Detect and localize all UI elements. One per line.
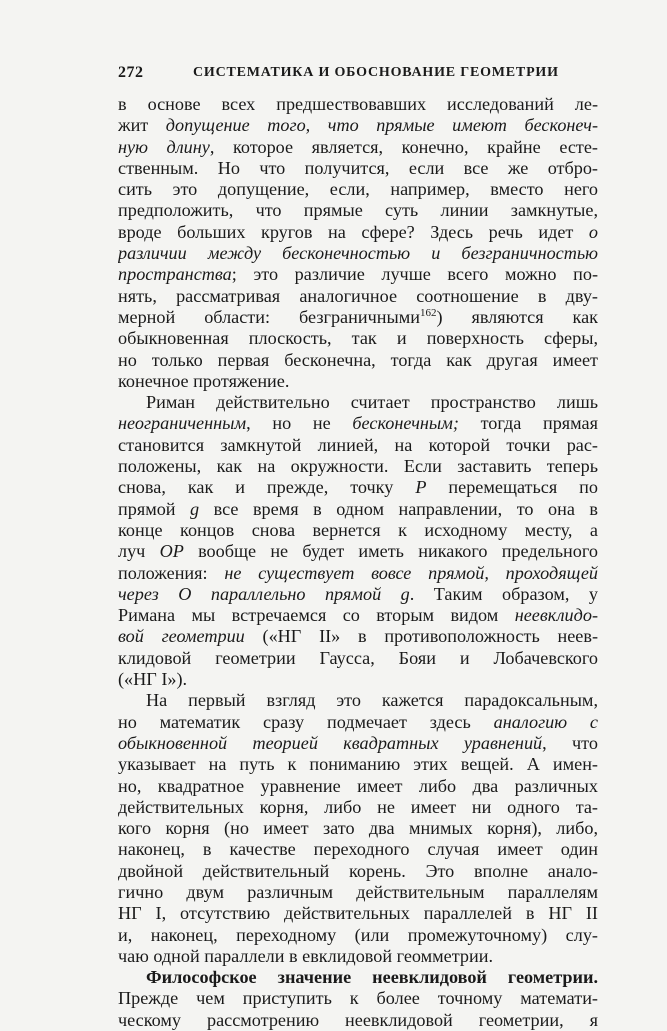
text-line [118,584,598,605]
text-line [118,605,598,626]
text-line [118,413,598,434]
text-line [118,392,598,413]
page-number: 272 [118,64,144,81]
running-head: СИСТЕМАТИКА И ОБОСНОВАНИЕ ГЕОМЕТРИИ [193,65,559,80]
text-segment: жит [118,115,166,136]
text-line [118,137,598,158]
text-line [118,179,598,200]
text-segment: НГ I, отсутствию действительных параллелей в НГ II [118,903,598,924]
text-line [118,754,598,775]
bold-text: Философское значение неевклидовой геометрии. [146,967,598,988]
italic-text: различии между бесконечностью и безграничностью [118,243,598,264]
text-line [118,499,598,520]
text-line [118,541,598,562]
text-segment: , но не [246,413,353,434]
text-segment: но, квадратное уравнение имеет либо два различных [118,775,598,796]
text-segment: сить это допущение, если, например, вместо него [118,179,598,200]
text-line [118,371,598,392]
italic-text: неограниченным [118,413,247,434]
footnote-ref: 162 [419,306,437,319]
text-segment: . Таким образом, у [409,583,598,604]
text-segment: («НГ II» в противоположность неев- [244,626,598,647]
text-segment: и, наконец, переходному (или промежуточному) слу- [118,924,598,945]
text-line [118,94,598,115]
text-line [118,925,598,946]
text-segment: предположить, что прямые суть линии замкнутые, [118,200,598,221]
text-line [118,563,598,584]
text-line [118,435,598,456]
text-segment: положения: [118,562,225,583]
text-line [118,776,598,797]
text-segment: вообще не будет иметь никакого предельного [183,541,598,562]
text-line [118,307,598,328]
text-segment: кого корня (но имеет зато два мнимых корня), либо, [118,818,598,839]
text-line [118,222,598,243]
text-line [118,264,598,285]
text-line [118,477,598,498]
text-segment: Риман действительно считает пространство лишь [146,392,598,413]
italic-text: обыкновенной теорией квадратных уравнений [118,732,543,753]
page-header [118,64,598,86]
text-line [118,712,598,733]
text-line [118,903,598,924]
text-segment: нять, рассматривая аналогичное соотношение в дву- [118,285,598,306]
text-line [118,733,598,754]
italic-text: бесконечным; [352,413,459,434]
italic-text: через O параллельно прямой g [118,583,410,604]
italic-text: неевклидо- [514,605,598,626]
text-line [118,648,598,669]
text-line [118,967,598,988]
text-segment: указывает на путь к пониманию этих вещей. А имен- [118,754,598,775]
text-segment: положены, как на окружности. Если заставить теперь [118,456,598,477]
text-line [118,328,598,349]
text-segment: действительных корня, либо не имеет ни одного та- [118,796,598,817]
text-segment: ственным. Но что получится, если все же отбро- [118,157,598,178]
text-segment: конечное протяжение. [118,370,290,391]
text-segment: чаю одной параллели в евклидовой геомметрии. [118,945,494,966]
text-segment: Прежде чем приступить к более точному математи- [118,988,598,1009]
text-segment: тогда прямая [458,413,598,434]
text-line [118,115,598,136]
text-segment: луч [118,541,160,562]
text-segment: мерной области: безграничными [118,306,420,327]
text-segment: снова, как и прежде, точку [118,477,416,498]
italic-text: о [588,221,598,242]
text-segment: клидовой геометрии Гаусса, Бояи и Лобачевского [118,647,598,668]
text-segment: , которое является, конечно, крайне есте- [209,136,598,157]
text-line [118,243,598,264]
text-line [118,690,598,711]
text-segment: становится замкнутой линией, на которой точки рас- [118,434,598,455]
text-line [118,456,598,477]
text-segment: , что [542,732,598,753]
text-segment: обыкновенная плоскость, так и поверхность сферы, [118,328,598,349]
body-text [118,94,598,1031]
italic-text: аналогию с [493,711,598,732]
text-segment: но только первая бесконечна, тогда как другая имеет [118,349,598,370]
text-line [118,839,598,860]
text-segment: но математик сразу подмечает здесь [118,711,494,732]
italic-text: не существует вовсе прямой, проходящей [224,562,598,583]
text-line [118,988,598,1009]
text-line [118,158,598,179]
text-line [118,861,598,882]
text-segment: гично двум различным действительным параллелям [118,881,598,902]
italic-text: OP [159,541,184,562]
italic-text: вой геометрии [118,626,245,647]
text-segment: двойной действительный корень. Это вполне анало- [118,860,598,881]
text-segment: прямой [118,498,191,519]
text-segment: наконец, в качестве переходного случая имеет один [118,839,598,860]
text-line [118,520,598,541]
text-line [118,626,598,647]
italic-text: P [415,477,427,498]
text-line [118,350,598,371]
italic-text: пространства [118,264,232,285]
text-segment: вроде больших кругов на сфере? Здесь речь идет [118,221,589,242]
text-segment: ческому рассмотрению неевклидовой геометрии, я [118,1009,598,1030]
text-segment: в основе всех предшествовавших исследований ле- [118,94,598,114]
italic-text: допущение того, что прямые имеют бесконеч- [165,115,598,136]
text-segment: все время в одном направлении, то она в [199,498,598,519]
text-line [118,797,598,818]
text-line [118,200,598,221]
text-segment: ; это различие лучше всего можно по- [231,264,598,285]
text-segment: На первый взгляд это кажется парадоксальным, [146,690,598,711]
text-line [118,669,598,690]
text-line [118,882,598,903]
text-segment: конце концов снова вернется к исходному месту, а [118,519,598,540]
text-line [118,818,598,839]
text-segment: («НГ I»). [118,669,188,690]
text-line [118,946,598,967]
text-line [118,1010,598,1031]
text-line [118,286,598,307]
text-segment: Римана мы встречаемся со вторым видом [118,605,515,626]
italic-text: ную длину [118,136,210,157]
italic-text: g [190,498,200,519]
text-segment: перемещаться по [426,477,598,498]
text-segment: ) являются как [436,306,598,327]
